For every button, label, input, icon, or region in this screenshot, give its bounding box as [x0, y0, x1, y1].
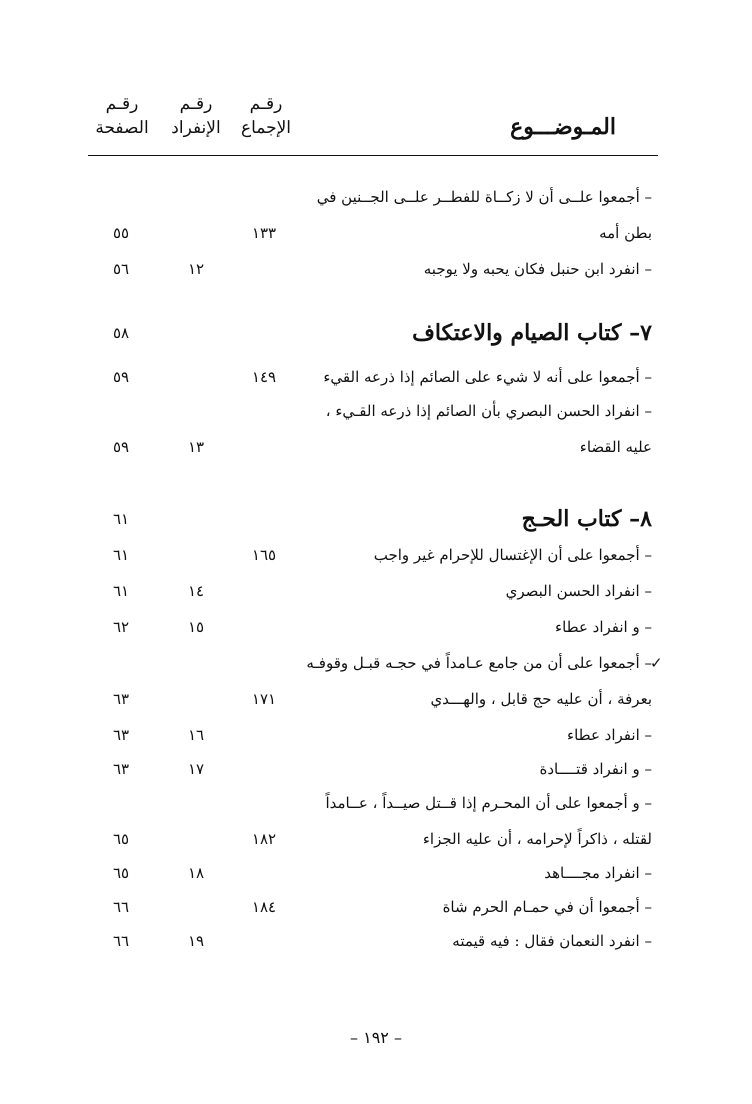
- row-page-number: ٦١: [112, 510, 130, 528]
- row-infirad-number: ١٤: [187, 582, 205, 600]
- row-page-number: ٦٣: [112, 690, 130, 708]
- column-header-page-line1: رقـم: [105, 94, 139, 114]
- row-ijma-number: ١٨٤: [251, 898, 277, 916]
- row-text: – انفراد مجــــاهد: [544, 864, 652, 882]
- column-header-page-line2: الصفحة: [95, 118, 149, 139]
- row-page-number: ٦٦: [112, 898, 130, 916]
- row-text: – و انفراد عطاء: [555, 618, 652, 636]
- row-page-number: ٥٩: [112, 438, 130, 456]
- row-infirad-number: ١٨: [187, 864, 205, 882]
- row-text: – أجمعوا علــى أن لا زكــاة للفطــر علــى الجــنين في: [316, 188, 652, 206]
- row-text: – انفرد النعمان فقال : فيه قيمته: [452, 932, 652, 950]
- table-row: [0, 824, 752, 854]
- table-row: [0, 396, 752, 426]
- table-row: [0, 926, 752, 956]
- table-row: [0, 218, 752, 248]
- column-header-ijma: [236, 94, 296, 139]
- row-text: – انفرد ابن حنبل فكان يحبه ولا يوجبه: [423, 260, 652, 278]
- table-row: [0, 254, 752, 284]
- column-header-infirad: [158, 94, 234, 139]
- row-page-number: ٥٦: [112, 260, 130, 278]
- row-page-number: ٥٩: [112, 368, 130, 386]
- page-footer-number: – ١٩٢ –: [350, 1028, 402, 1047]
- row-text: عليه القضاء: [579, 438, 652, 456]
- column-header-infirad-line2: الإنفراد: [171, 118, 221, 139]
- column-header-ijma-line2: الإجماع: [240, 118, 292, 139]
- row-text: – انفراد الحسن البصري بأن الصائم إذا ذرعه القـيء ،: [325, 402, 652, 420]
- row-page-number: ٦٥: [112, 864, 130, 882]
- column-header-infirad-line1: رقـم: [179, 94, 213, 114]
- row-infirad-number: ١٣: [187, 438, 205, 456]
- row-text: – أجمعوا على أنه لا شيء على الصائم إذا ذرعه القيء: [323, 368, 652, 386]
- header-divider: [88, 155, 658, 156]
- row-infirad-number: ١٥: [187, 618, 205, 636]
- row-infirad-number: ١٧: [187, 760, 205, 778]
- section-heading-row: [0, 318, 752, 348]
- table-row: [0, 892, 752, 922]
- row-infirad-number: ١٦: [187, 726, 205, 744]
- row-ijma-number: ١٨٢: [251, 830, 277, 848]
- table-row: [0, 540, 752, 570]
- table-row: [0, 720, 752, 750]
- row-page-number: ٦١: [112, 582, 130, 600]
- row-text: – انفراد عطاء: [567, 726, 652, 744]
- row-text: – أجمعوا على أن الإغتسال للإحرام غير واجب: [373, 546, 652, 564]
- row-page-number: ٦٣: [112, 726, 130, 744]
- row-text: – أجمعوا أن في حمـام الحرم شاة: [442, 898, 652, 916]
- row-text: – و أجمعوا على أن المحـرم إذا قــتل صيــداً ، عــامداً: [325, 794, 652, 812]
- table-row: [0, 754, 752, 784]
- row-page-number: ٦٦: [112, 932, 130, 950]
- table-row: [0, 684, 752, 714]
- row-ijma-number: ١٤٩: [251, 368, 277, 386]
- row-text: – و انفراد قتــــادة: [539, 760, 652, 778]
- column-header-topic: المـوضـــوع: [510, 114, 616, 140]
- table-row: [0, 182, 752, 212]
- margin-check-mark: ✓: [650, 654, 663, 672]
- row-ijma-number: ١٣٣: [251, 224, 277, 242]
- row-infirad-number: ١٢: [187, 260, 205, 278]
- section-heading-row: [0, 504, 752, 534]
- table-row: [0, 648, 752, 678]
- table-row: [0, 858, 752, 888]
- row-text: لقتله ، ذاكراً لإحرامه ، أن عليه الجزاء: [422, 830, 652, 848]
- row-text: – انفراد الحسن البصري: [505, 582, 652, 600]
- table-row: [0, 362, 752, 392]
- row-page-number: ٦٣: [112, 760, 130, 778]
- table-row: [0, 612, 752, 642]
- row-page-number: ٦٥: [112, 830, 130, 848]
- row-text: – أجمعوا على أن من جامع عـامداً في حجـه قبـل وقوفـه: [306, 654, 652, 672]
- row-page-number: ٦١: [112, 546, 130, 564]
- row-page-number: ٦٢: [112, 618, 130, 636]
- row-text: بعرفة ، أن عليه حج قابل ، والهـــدي: [430, 690, 652, 708]
- row-page-number: ٥٥: [112, 224, 130, 242]
- table-row: [0, 576, 752, 606]
- section-heading: ٨– كتاب الحـج: [521, 506, 652, 532]
- row-infirad-number: ١٩: [187, 932, 205, 950]
- table-row: [0, 432, 752, 462]
- row-ijma-number: ١٦٥: [251, 546, 277, 564]
- column-header-page: [88, 94, 156, 139]
- section-heading: ٧– كتاب الصيام والاعتكاف: [412, 320, 652, 346]
- table-row: [0, 788, 752, 818]
- row-ijma-number: ١٧١: [251, 690, 277, 708]
- row-text: بطن أمه: [599, 224, 652, 242]
- column-header-ijma-line1: رقـم: [249, 94, 283, 114]
- row-page-number: ٥٨: [112, 324, 130, 342]
